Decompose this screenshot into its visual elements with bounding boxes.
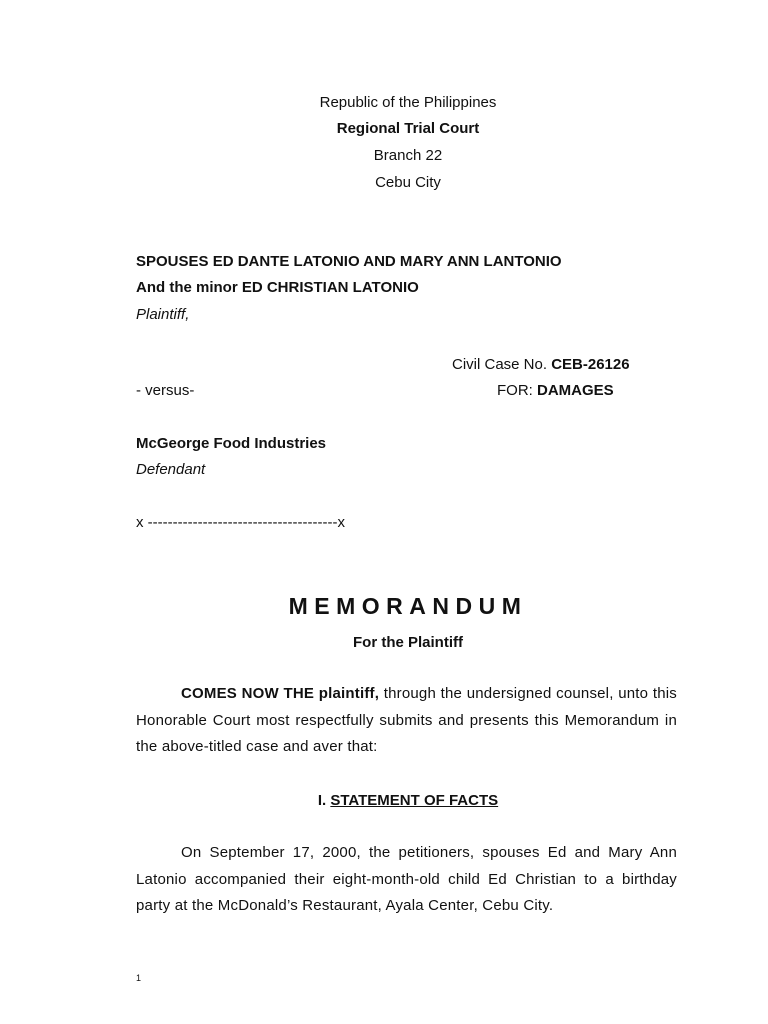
case-nature [497,382,614,399]
section-number: I. [317,792,331,809]
caption-separator: x --------------------------------------x [136,514,345,531]
defendant-name: McGeorge Food Industries [136,435,327,452]
facts-paragraph [136,840,677,920]
page-number: 1 [136,973,142,983]
case-number [452,356,630,373]
section-heading [0,792,768,809]
intro-bold-text: COMES NOW THE plaintiff, [181,685,380,702]
document-title: MEMORANDUM [288,593,528,619]
facts-text: On September 17, 2000, the petitioners, spouses Ed and Mary Ann Latonio accompanied their eight-month-old child Ed Christian to a birthday party at the McDonald’s Restaurant, Ayala Center, Cebu City. [136,844,677,914]
section-title: STATEMENT OF FACTS [330,792,499,809]
case-nature-label: FOR: [497,382,537,399]
case-number-label: Civil Case No. [452,356,552,373]
city-heading: Cebu City [375,174,441,191]
plaintiff-names-line1: SPOUSES ED DANTE LATONIO AND MARY ANN LANTONIO [136,253,562,270]
branch-heading: Branch 22 [373,147,443,164]
case-nature-value: DAMAGES [537,382,614,399]
versus-text: - versus- [136,382,195,399]
plaintiff-names-line2: And the minor ED CHRISTIAN LATONIO [136,279,419,296]
country-heading: Republic of the Philippines [319,94,497,111]
document-subtitle: For the Plaintiff [353,634,463,651]
plaintiff-role: Plaintiff, [136,306,190,323]
court-heading: Regional Trial Court [336,120,480,137]
case-number-value: CEB-26126 [551,356,630,373]
intro-text: through the undersigned counsel, unto this Honorable Court most respectfully submits and presents this Memorandum in the above-titled case and aver that: [136,685,677,755]
defendant-role: Defendant [136,461,206,478]
intro-paragraph [136,681,677,761]
